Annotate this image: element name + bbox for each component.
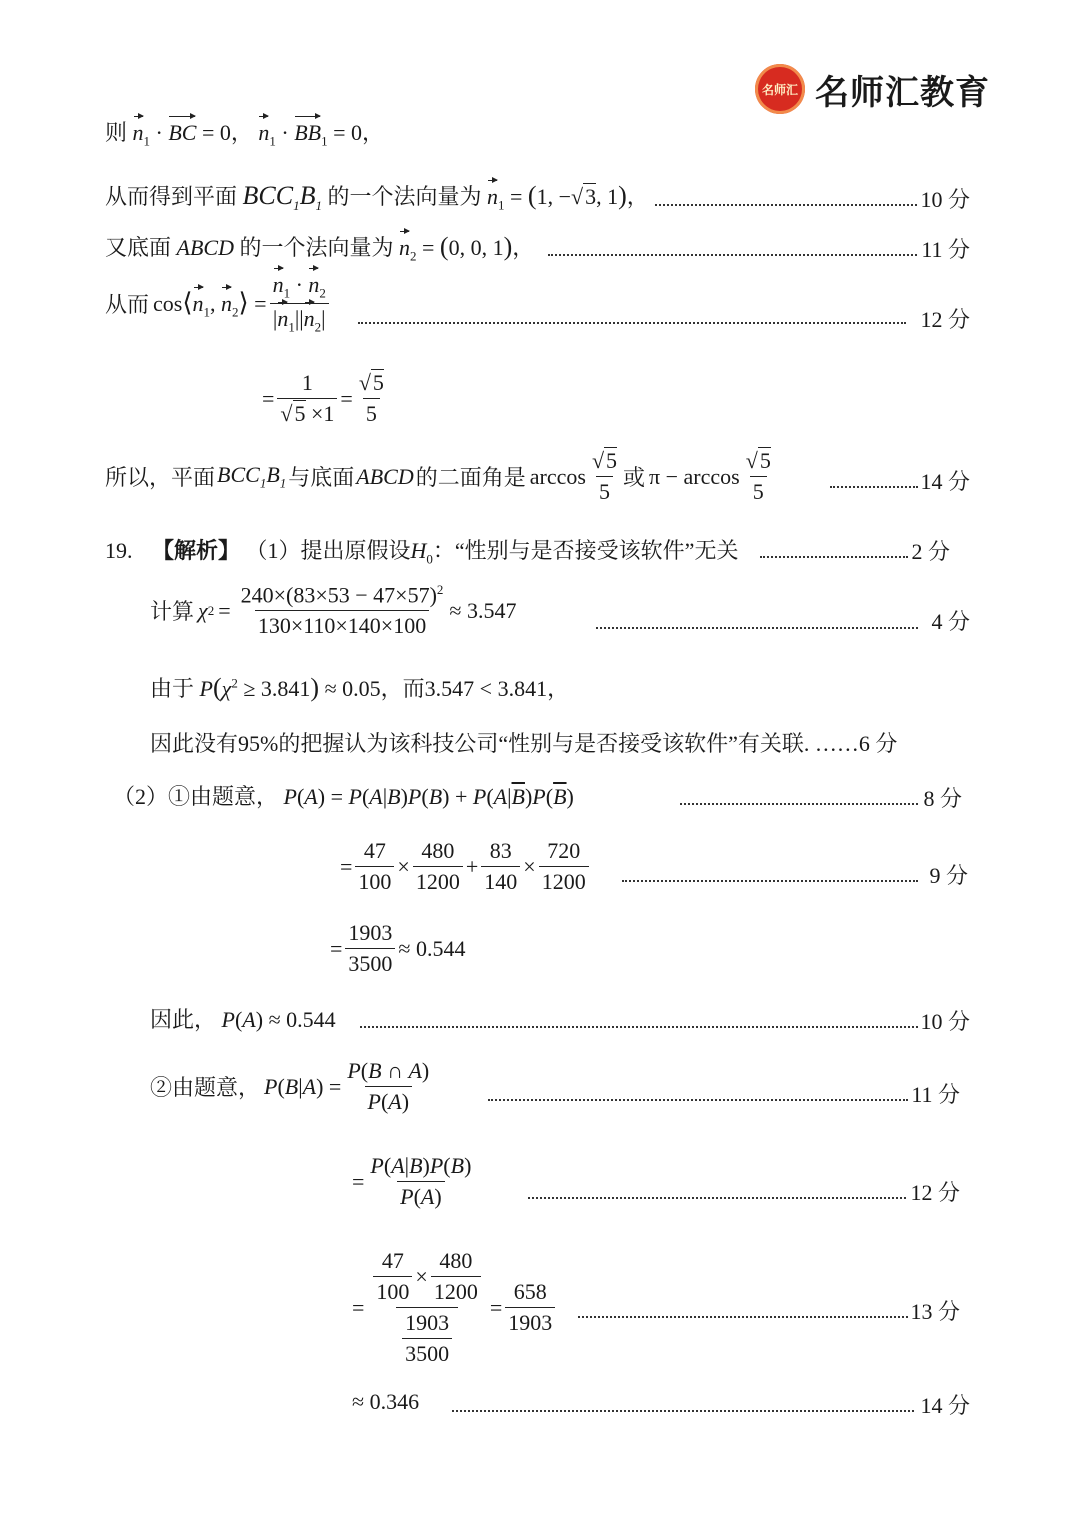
line-conclusion	[150, 727, 897, 758]
text-while: ，而3.547 < 3.841，	[380, 676, 570, 701]
score-13: 13 分	[910, 1299, 960, 1324]
chi-numerator: 240×(83×53 − 47×57)	[240, 582, 437, 608]
analysis-label: 【解析】	[152, 538, 241, 563]
frac-1903b: 1903	[405, 1310, 450, 1335]
text-l6-mid2: 的二面角是	[415, 465, 526, 490]
text-p2b-pre: ②由题意，	[150, 1075, 261, 1100]
dot-leader	[596, 627, 918, 629]
dot-leader	[358, 322, 906, 324]
score-14: 14 分	[920, 469, 970, 494]
dot-leader	[830, 486, 918, 488]
score-9: 9 分	[929, 863, 968, 888]
dot-leader	[360, 1026, 918, 1028]
score-12b: 12 分	[910, 1180, 960, 1205]
logo-text: 名师汇教育	[815, 72, 990, 113]
text-p2-pre: （2）①由题意，	[113, 784, 279, 809]
chi-denominator: 130×110×140×100	[255, 610, 429, 639]
text-l6-mid: 与底面	[288, 465, 355, 490]
frac-658: 658	[513, 1279, 547, 1304]
brand-logo	[755, 64, 990, 114]
frac-140: 140	[481, 866, 520, 895]
text-calc: 计算	[150, 599, 195, 625]
score-10: 10 分	[920, 187, 970, 212]
line-pa-result: 因此， P(A) ≈ 0.544	[150, 1007, 336, 1032]
score-6: ……6 分	[814, 731, 898, 756]
dot-leader	[680, 803, 918, 805]
frac-1200c: 1200	[431, 1276, 481, 1305]
dot-leader	[655, 204, 917, 206]
frac-1200b: 1200	[539, 866, 589, 895]
line-chi-square: 计算 χ 2 = $\frac{240\times(83\times 53 - 47\times 57)^2}{130\times 110\times 140\times 100}$ ≈ 3.547	[150, 582, 517, 639]
line-base-normal: 又底面 ABCD 的一个法向量为 $n_2 = (0$, 0, 1)，	[105, 232, 535, 264]
line-critical-value: 由于 $P(\chi^2 \ge 3.841) \approx 0.05$，而3.547 < 3.841，	[150, 673, 570, 702]
line-cos-value: = $\frac{1}{√5 \times 1}$ = $\frac{√5}{5}$	[262, 370, 384, 426]
frac-3500: 3500	[345, 948, 395, 977]
line-cos: 从而 $\cos⟨n_1$, $n_2⟩$ = $\frac{n_1 \cdot n_2}{|n_1||n_2|}$	[105, 272, 332, 336]
text-hence: 因此，	[150, 1007, 217, 1032]
frac-1903c: 1903	[505, 1307, 555, 1336]
line-dihedral: 所以，平面 $BCC_1B_1$ 与底面 ABCD 的二面角是 arccos $\frac{√5}{5}$ 或 π − arccos $\frac{√5}{5}$	[105, 448, 771, 504]
text-hypothesis-2: ：“性别与是否接受该软件”无关	[432, 538, 739, 563]
fraction-cos: $\frac{n_1 \cdot n_2}{|n_1||n_2|}$	[270, 272, 329, 336]
score-2: 2 分	[911, 539, 950, 564]
line-plane-normal: 从而得到平面 $BCC_1B_1$ 的一个法向量为 $n_1 = (1$, −√3, 1)，	[105, 181, 649, 214]
dot-leader	[528, 1197, 906, 1199]
text-l2-pre: 从而得到平面	[105, 184, 238, 209]
pba-approx: ≈ 0.346	[352, 1389, 420, 1414]
score-14b: 14 分	[920, 1393, 970, 1418]
frac-480b: 480	[439, 1248, 473, 1273]
score-11b: 11 分	[911, 1082, 960, 1107]
chi-value: ≈ 3.547	[449, 597, 517, 623]
text-l3-pre: 又底面	[105, 235, 172, 260]
frac-720: 720	[547, 838, 581, 863]
text-l4-pre: 从而	[105, 292, 150, 318]
text-l6-pre: 所以，平面	[105, 465, 216, 490]
line-pba-substitution: = $\frac{47}{100}$ × $\frac{480}{1200}$ $\frac{1903}{3500}$ = $\frac{658}{1903}$	[352, 1248, 558, 1367]
frac-1903: 1903	[348, 920, 393, 945]
p-value: ≈ 0.05	[324, 676, 381, 701]
text-or: 或	[623, 465, 646, 490]
text-conclusion: 因此没有95%的把握认为该科技公司“性别与是否接受该软件”有关联.	[150, 731, 810, 756]
score-11: 11 分	[921, 237, 970, 262]
dot-leader	[578, 1316, 908, 1318]
pa-approx: ≈ 0.544	[398, 935, 466, 961]
question-number: 19.	[105, 538, 133, 563]
dot-leader	[452, 1410, 914, 1412]
frac-47: 47	[363, 838, 386, 863]
line-conditional: ②由题意， P(B|A) = $\frac{P(B \cap A)}{P(A)}$	[150, 1058, 430, 1114]
logo-badge-icon: 名师汇	[755, 64, 805, 114]
score-8: 8 分	[923, 786, 962, 811]
text-hypothesis: （1）提出原假设	[245, 538, 411, 563]
text-l2-mid: 的一个法向量为	[327, 184, 482, 209]
score-12: 12 分	[920, 307, 970, 332]
dot-leader	[622, 880, 918, 882]
line-bayes: = $\frac{P(A|B)P(B)}{P(A)}$	[352, 1153, 472, 1209]
pa-result: ≈ 0.544	[268, 1007, 336, 1032]
score-10b: 10 分	[920, 1009, 970, 1034]
line-pa-value: = $\frac{1903}{3500}$ ≈ 0.544	[330, 920, 466, 976]
score-4: 4 分	[931, 609, 970, 634]
line-pa-substitution: = $\frac{47}{100}$ × $\frac{480}{1200}$ + $\frac{83}{140}$ × $\frac{720}{1200}$	[340, 838, 592, 895]
frac-83: 83	[489, 838, 512, 863]
dot-leader	[488, 1099, 908, 1101]
frac-100: 100	[355, 866, 394, 895]
frac-47b: 47	[381, 1248, 404, 1273]
text-since: 由于	[150, 676, 195, 701]
line-total-probability: （2）①由题意， $P(A) = P(A|B)P(B) + P(A|\overline{B})P(\overline{B})$	[113, 784, 574, 809]
text-ze: 则	[105, 120, 128, 145]
frac-3500b: 3500	[402, 1338, 452, 1367]
line-normal-conditions: 则 $n_1$ · BC = 0， $n_1 \cdot BB_1 = 0$，	[105, 120, 385, 149]
dot-leader	[548, 254, 917, 256]
text-l3-mid: 的一个法向量为	[239, 235, 394, 260]
frac-480: 480	[421, 838, 455, 863]
frac-100b: 100	[373, 1276, 412, 1305]
dot-leader	[760, 556, 908, 558]
line-pba-result	[352, 1389, 419, 1415]
frac-1200: 1200	[413, 866, 463, 895]
q19-heading: 19. 【解析】 （1）提出原假设$H_0$：“性别与是否接受该软件”无关	[105, 538, 739, 567]
